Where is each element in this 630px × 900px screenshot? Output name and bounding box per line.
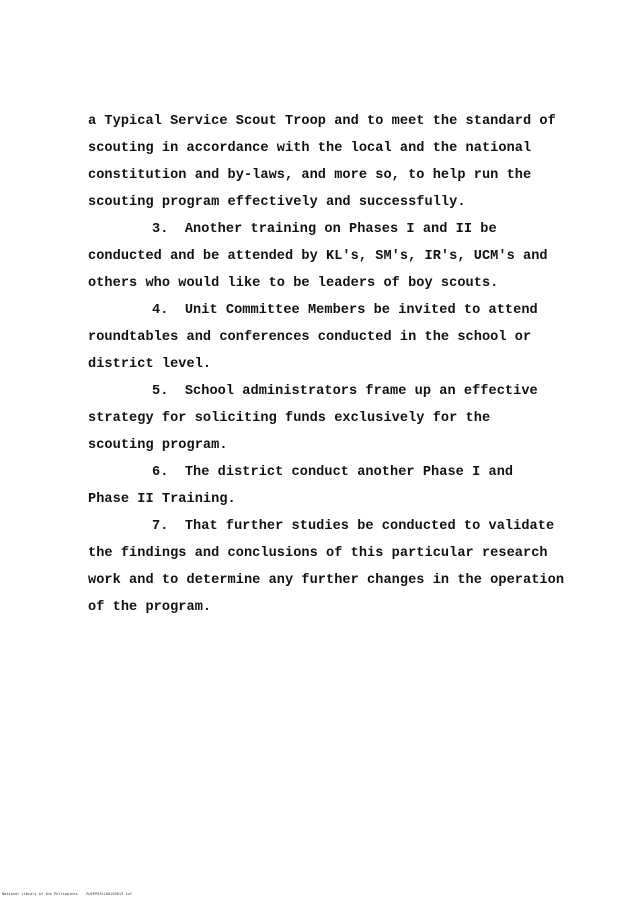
text-line: Phase II Training.: [88, 492, 236, 507]
text-line: of the program.: [88, 600, 212, 615]
item-5-text: 5. School administrators frame up an effective: [152, 384, 538, 399]
text-line: strategy for soliciting funds exclusively for the: [88, 411, 491, 426]
text-line: district level.: [88, 357, 212, 372]
item-7-text: 7. That further studies be conducted to validate: [152, 519, 555, 534]
text-line: the findings and conclusions of this particular research: [88, 546, 548, 561]
text-line: roundtables and conferences conducted in the school or: [88, 330, 532, 345]
item-6-text: 6. The district conduct another Phase I and: [152, 465, 514, 480]
text-line: conducted and be attended by KL's, SM's, IR's, UCM's and: [88, 249, 548, 264]
text-line: scouting program.: [88, 438, 228, 453]
text-line: others who would like to be leaders of boy scouts.: [88, 276, 499, 291]
item-4-text: 4. Unit Committee Members be invited to attend: [152, 303, 538, 318]
scan-footer-label: National Library of the Philippines RUFEP0311A0103013 1of: [2, 892, 132, 896]
text-line: work and to determine any further changes in the operation: [88, 573, 565, 588]
item-3-text: 3. Another training on Phases I and II be: [152, 222, 497, 237]
text-line: scouting program effectively and successfully.: [88, 195, 466, 210]
text-line: a Typical Service Scout Troop and to meet the standard of: [88, 114, 556, 129]
text-line: scouting in accordance with the local and the national: [88, 141, 532, 156]
text-line: constitution and by-laws, and more so, to help run the: [88, 168, 532, 183]
